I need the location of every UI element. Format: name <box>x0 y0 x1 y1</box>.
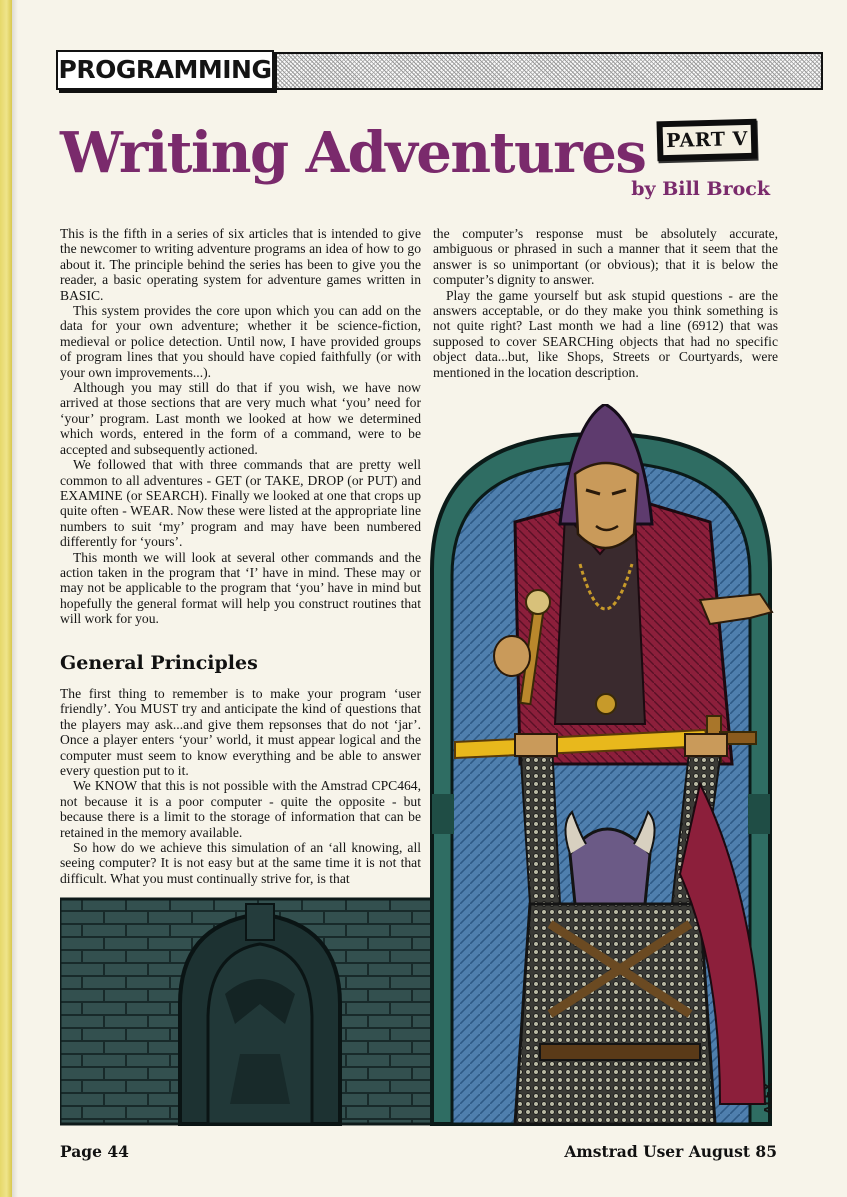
section-label: PROGRAMMING <box>56 50 274 90</box>
paragraph: So how do we achieve this simulation of an ‘all knowing, all seeing computer? It is not easy but at the same time it is not that difficult. What you must continually strive for, is that <box>60 840 421 886</box>
subheading: General Principles <box>60 652 258 674</box>
column-2 <box>433 226 778 380</box>
paragraph: Although you may still do that if you wish, we have now arrived at those sections that are very much what ‘you’ need for ‘your’ program. Last month we looked at how we determined which words, entered in the form of a command, were to be accepted and subsequently actioned. <box>60 380 421 457</box>
paragraph: This is the fifth in a series of six articles that is intended to give the newcomer to writing adventure programs an idea of how to go about it. The principle behind the series has been to give you the reader, a basic operating system for adventure games written in BASIC. <box>60 226 421 303</box>
artist-signature: ALEX <box>762 1082 775 1114</box>
page-spine <box>0 0 12 1197</box>
section-header <box>56 50 823 90</box>
illustration-art <box>60 404 790 1129</box>
paragraph: This system provides the core upon which you can add on the data for your own adventure; whether it be science-fiction, medieval or police detection. Until now, I have provided groups of program lines that you should have copied faithfully (or with your own improvements...). <box>60 303 421 380</box>
part-badge <box>656 119 757 162</box>
magazine-issue: Amstrad User August 85 <box>564 1142 777 1161</box>
paragraph: Play the game yourself but ask stupid questions - are the answers acceptable, or do they make you think something is not quite right? Last month we had a line (6912) that was supposed to cover SEARCHing objects that had no specific object data...but, like Shops, Streets or Courtyards, were mentioned in the location description. <box>433 287 778 380</box>
paragraph: The first thing to remember is to make your program ‘user friendly’. You MUST try and anticipate the kind of questions that the players may ask...and give them repsonses that do not ‘jar’. Once a player enters ‘your’ world, it must appear logical and the computer must seem to know everything and be able to answer every question put to it. <box>60 686 421 779</box>
paragraph: the computer’s response must be absolutely accurate, ambiguous or phrased in such a manner that it seem that the answer is so unimportant (or obvious); that it is below the computer’s dignity to answer. <box>433 226 778 288</box>
paragraph: We KNOW that this is not possible with the Amstrad CPC464, not because it is a poor computer - quite the opposite - but because there is a limit to the storage of information that can be retained in the memory available. <box>60 778 421 840</box>
part-badge-label: PART V <box>663 125 752 155</box>
spine-shadow <box>12 0 18 1197</box>
section-hatch-bar <box>272 52 823 90</box>
paragraph: This month we will look at several other commands and the action taken in the program that ‘I’ have in mind. These may or may not be applicable to the program that ‘you’ have in mind but hopefully the general format will help you construct routines that will work for you. <box>60 549 421 627</box>
byline: by Bill Brock <box>631 178 770 200</box>
page-number: Page 44 <box>60 1142 129 1161</box>
paragraph: We followed that with three commands that are pretty well common to all adventures - GET (or TAKE, DROP (or PUT) and EXAMINE (or SEARCH). Finally we looked at one that crops up quite often - WEAR. Now these were listed at the appropriate line numbers to suit ‘my’ program and may have been numbered differently for ‘yours’. <box>60 457 421 550</box>
wizard-illustration <box>60 404 790 1129</box>
article-title: Writing Adventures <box>60 120 646 186</box>
